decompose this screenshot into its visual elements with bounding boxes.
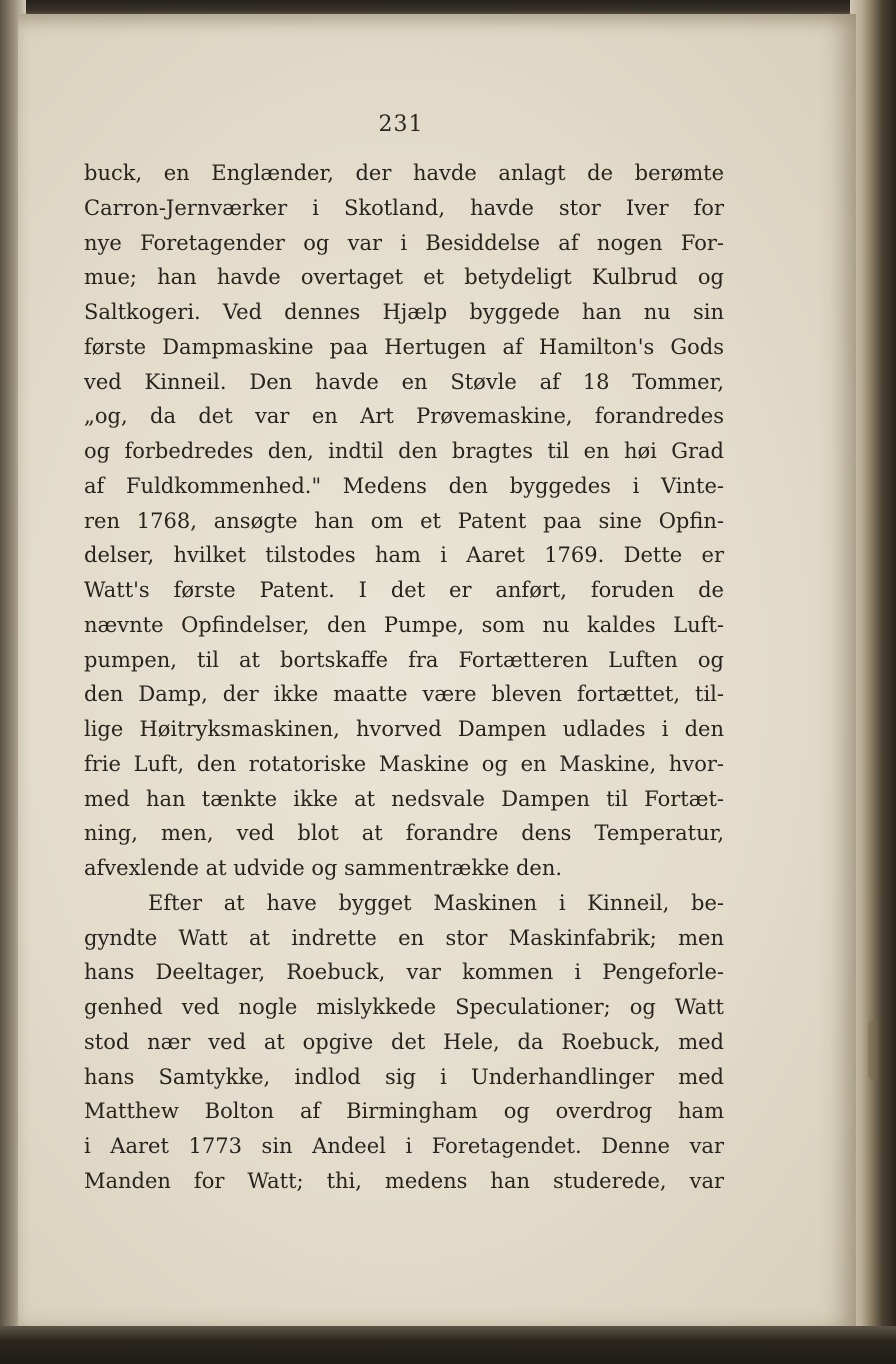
text-line: Matthew Bolton af Birmingham og overdrog ham	[84, 1099, 724, 1124]
text-line: „og, da det var en Art Prøvemaskine, forandredes	[84, 404, 724, 429]
text-line: gyndte Watt at indrette en stor Maskinfabrik; men	[84, 925, 724, 950]
text-line: første Dampmaskine paa Hertugen af Hamilton's Gods	[84, 334, 724, 359]
text-line: Watt's første Patent. I det er anført, foruden de	[84, 578, 724, 602]
text-line: pumpen, til at bortskaffe fra Fortætteren Luften og	[84, 647, 724, 672]
text-line: hans Samtykke, indlod sig i Underhandlinger med	[84, 1064, 724, 1089]
text-line: delser, hvilket tilstodes ham i Aaret 1769. Dette er	[84, 543, 724, 568]
text-line: mue; han havde overtaget et betydeligt Kulbrud og	[84, 265, 724, 290]
paragraph-end-line: afvexlende at udvide og sammentrække den.	[84, 856, 563, 880]
text-line: Saltkogeri. Ved dennes Hjælp byggede han nu sin	[84, 300, 724, 324]
spine-stain	[868, 1020, 878, 1080]
text-line: hans Deeltager, Roebuck, var kommen i Pengeforle-	[84, 960, 724, 985]
text-line: med han tænkte ikke at nedsvale Dampen til Fortæt-	[84, 786, 724, 811]
paragraph-start-line: Efter at have bygget Maskinen i Kinneil, be-	[148, 890, 724, 915]
text-line: lige Høitryksmaskinen, hvorved Dampen udlades i den	[84, 717, 724, 741]
text-line: genhed ved nogle mislykkede Speculationer; og Watt	[84, 995, 724, 1019]
text-line: Carron-Jernværker i Skotland, havde stor Iver for	[84, 195, 724, 220]
book-page	[18, 14, 856, 1330]
text-line: af Fuldkommenhed." Medens den byggedes i Vinte-	[84, 473, 724, 498]
text-line: ren 1768, ansøgte han om et Patent paa sine Opfin-	[84, 508, 724, 533]
text-line: ved Kinneil. Den havde en Støvle af 18 Tommer,	[84, 369, 724, 394]
book-spine-edge	[850, 0, 896, 1364]
text-line: den Damp, der ikke maatte være bleven fortættet, til-	[84, 682, 724, 707]
text-line: nye Foretagender og var i Besiddelse af nogen For-	[84, 230, 724, 255]
text-line: frie Luft, den rotatoriske Maskine og en Maskine, hvor-	[84, 751, 724, 776]
page-body-text	[84, 156, 724, 1199]
book-bottom-edge	[0, 1326, 896, 1364]
text-line: ning, men, ved blot at forandre dens Temperatur,	[84, 821, 724, 846]
text-line: i Aaret 1773 sin Andeel i Foretagendet. Denne var	[84, 1134, 724, 1158]
text-line: og forbedredes den, indtil den bragtes til en høi Grad	[84, 439, 724, 463]
text-line: buck, en Englænder, der havde anlagt de berømte	[84, 161, 724, 185]
text-line: Manden for Watt; thi, medens han studerede, var	[84, 1168, 724, 1193]
text-line: stod nær ved at opgive det Hele, da Roebuck, med	[84, 1029, 724, 1054]
text-line: nævnte Opfindelser, den Pumpe, som nu kaldes Luft-	[84, 612, 724, 637]
page-number: 231	[378, 112, 424, 137]
